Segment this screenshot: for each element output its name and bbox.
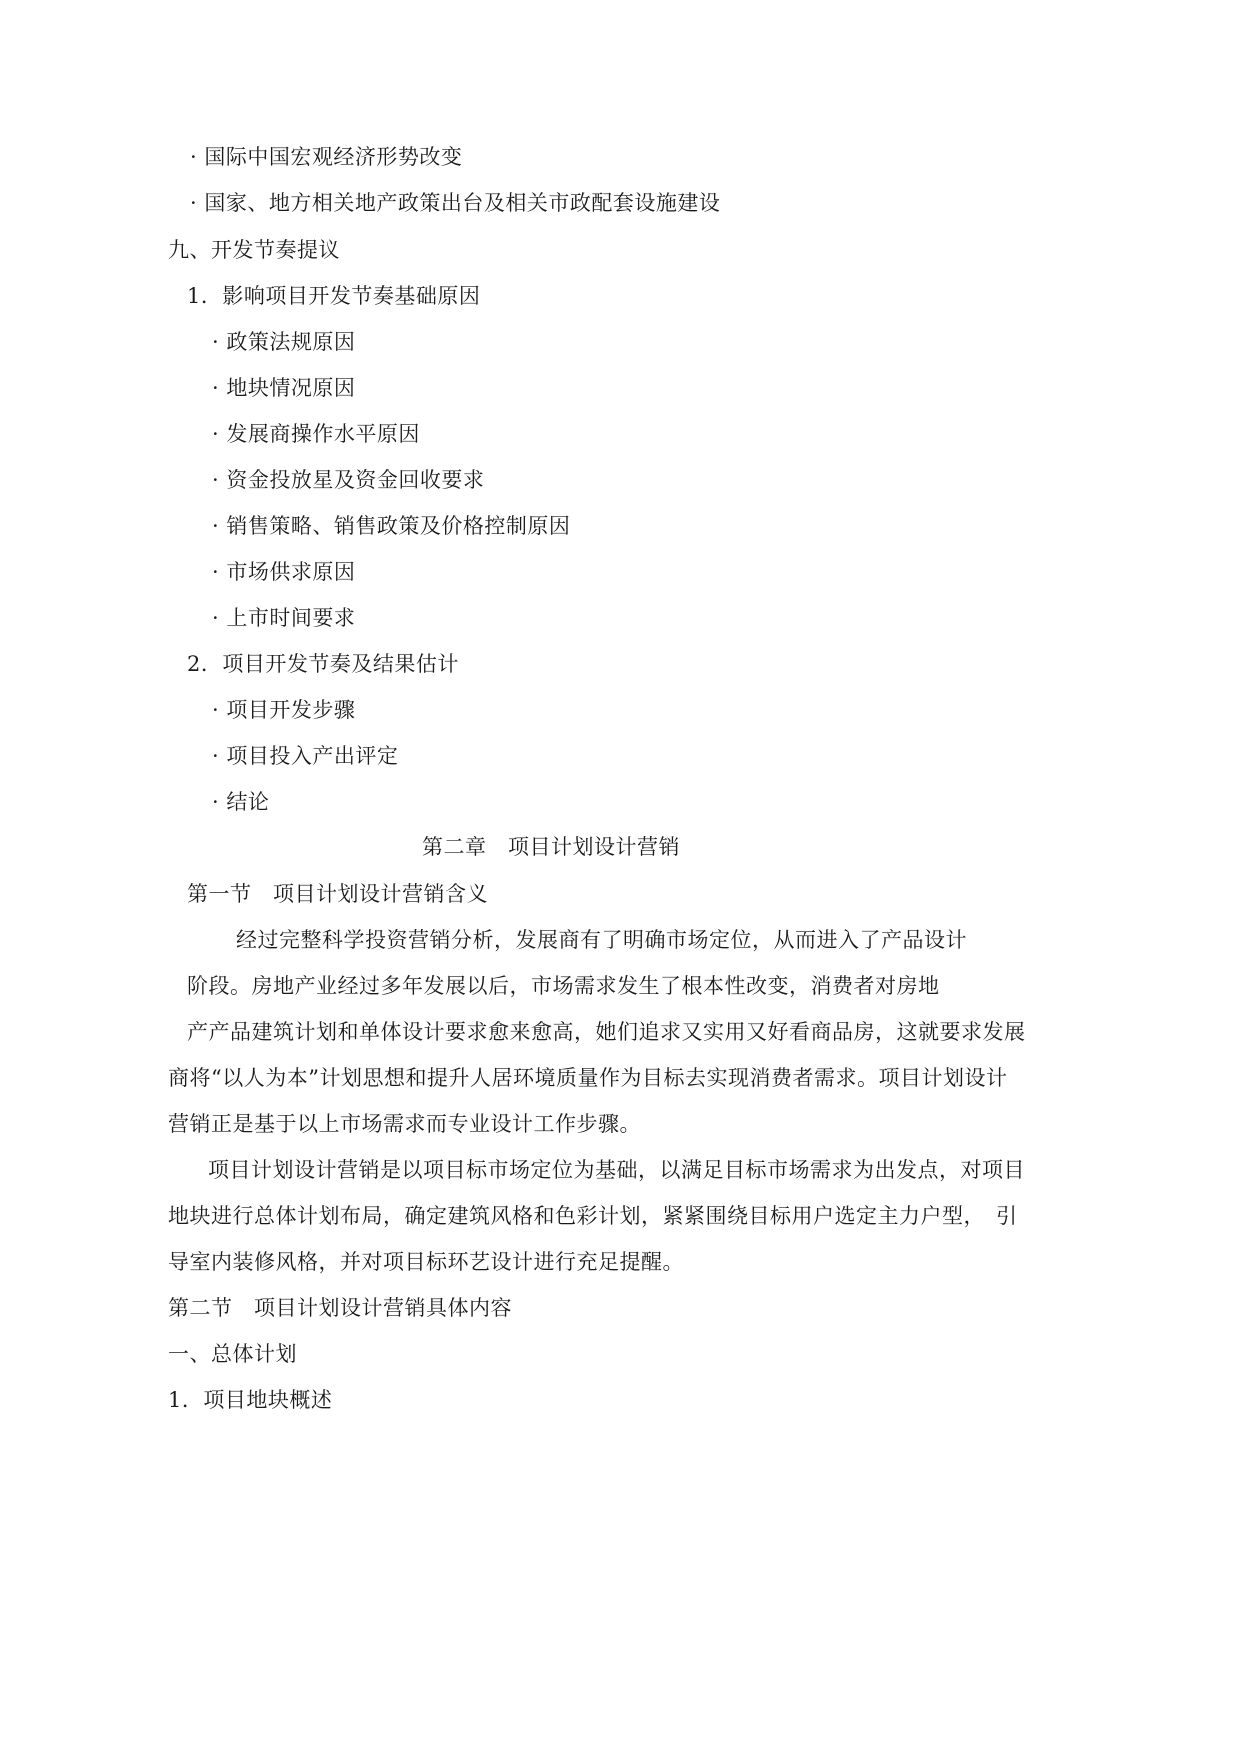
bullet-item: · 项目投入产出评定 — [212, 744, 399, 768]
numbered-item: 2．项目开发节奏及结果估计 — [187, 652, 459, 676]
section-heading: 第二节 项目计划设计营销具体内容 — [168, 1296, 512, 1320]
paragraph-line: 导室内装修风格，并对项目标环艺设计进行充足提醒。 — [168, 1250, 684, 1274]
chapter-title: 第二章 项目计划设计营销 — [422, 835, 680, 859]
section-heading: 九、开发节奏提议 — [168, 238, 340, 262]
bullet-item: · 结论 — [212, 790, 270, 814]
paragraph-line: 项目计划设计营销是以项目标市场定位为基础，以满足目标市场需求为出发点，对项目 — [208, 1158, 1025, 1182]
bullet-item: · 销售策略、销售政策及价格控制原因 — [212, 514, 571, 538]
bullet-item: · 地块情况原因 — [212, 376, 356, 400]
bullet-item: · 市场供求原因 — [212, 560, 356, 584]
numbered-item: 1．影响项目开发节奏基础原因 — [187, 284, 481, 308]
bullet-item: · 国际中国宏观经济形势改变 — [190, 145, 463, 169]
bullet-item: · 资金投放星及资金回收要求 — [212, 468, 485, 492]
bullet-item: · 发展商操作水平原因 — [212, 422, 420, 446]
section-heading: 第一节 项目计划设计营销含义 — [187, 882, 488, 906]
bullet-item: · 上市时间要求 — [212, 606, 356, 630]
paragraph-line: 经过完整科学投资营销分析，发展商有了明确市场定位，从而进入了产品设计 — [236, 928, 967, 952]
numbered-item: 1．项目地块概述 — [168, 1388, 333, 1412]
paragraph-line: 产产品建筑计划和单体设计要求愈来愈高，她们追求又实用又好看商品房，这就要求发展 — [187, 1020, 1026, 1044]
bullet-item: · 项目开发步骤 — [212, 698, 356, 722]
paragraph-line: 商将“以人为本”计划思想和提升人居环境质量作为目标去实现消费者需求。项目计划设计 — [168, 1066, 1008, 1090]
paragraph-line: 地块进行总体计划布局，确定建筑风格和色彩计划，紧紧围绕目标用户选定主力户型， 引 — [168, 1204, 1018, 1228]
paragraph-line: 阶段。房地产业经过多年发展以后，市场需求发生了根本性改变，消费者对房地 — [187, 974, 940, 998]
bullet-item: · 政策法规原因 — [212, 330, 356, 354]
bullet-item: · 国家、地方相关地产政策出台及相关市政配套设施建设 — [190, 191, 721, 215]
section-heading: 一、总体计划 — [168, 1342, 297, 1366]
paragraph-line: 营销正是基于以上市场需求而专业设计工作步骤。 — [168, 1112, 641, 1136]
